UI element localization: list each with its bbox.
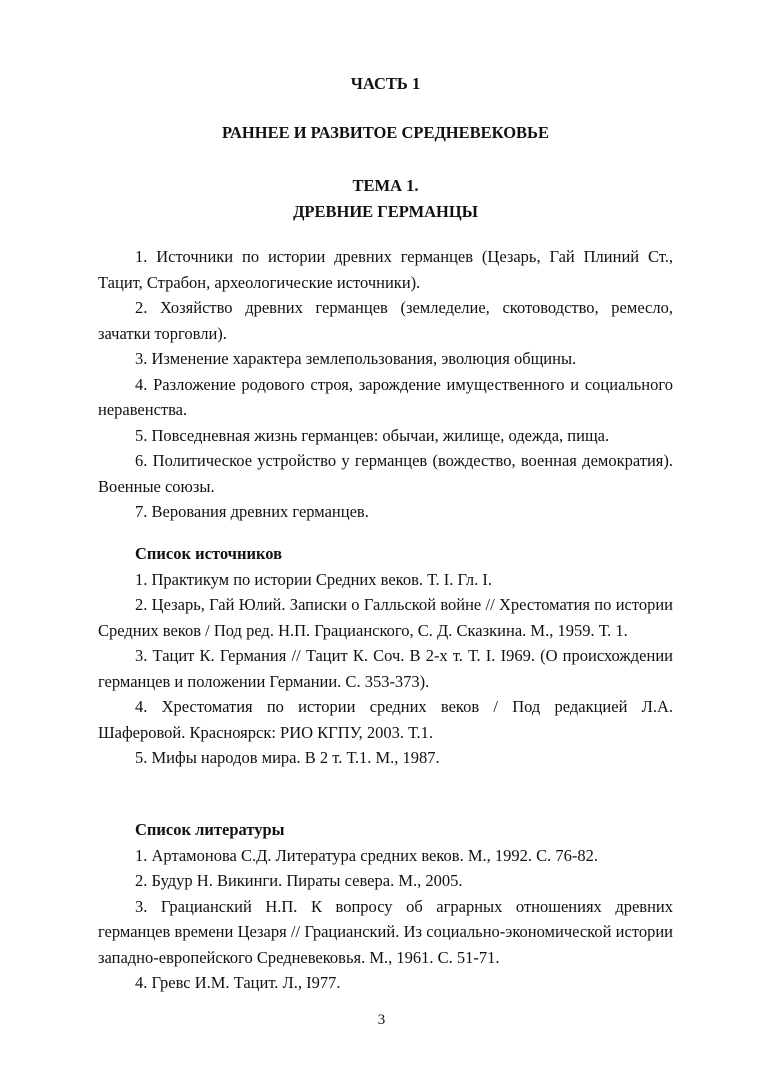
questions-list bbox=[98, 244, 673, 525]
question-item: 7. Верования древних германцев. bbox=[135, 502, 369, 521]
theme-heading bbox=[98, 173, 673, 225]
literature-item: 2. Будур Н. Викинги. Пираты севера. М., 2005. bbox=[135, 871, 463, 890]
source-item: 4. Хрестоматия по истории средних веков / Под редакцией Л.А. Шаферовой. Красноярск: РИО КГПУ, 2003. Т.1. bbox=[98, 697, 673, 742]
theme-title: ДРЕВНИЕ ГЕРМАНЦЫ bbox=[293, 202, 478, 221]
sources-list bbox=[98, 541, 673, 771]
source-item: 5. Мифы народов мира. В 2 т. Т.1. М., 1987. bbox=[135, 748, 440, 767]
question-item: 2. Хозяйство древних германцев (земледелие, скотоводство, ремесло, зачатки торговли). bbox=[98, 298, 673, 343]
theme-number: ТЕМА 1. bbox=[352, 176, 419, 195]
source-item: 3. Тацит К. Германия // Тацит К. Соч. В 2-х т. Т. I. I969. (О происхождении германцев и положении Германии. С. 353-373). bbox=[98, 646, 673, 691]
literature-item: 3. Грацианский Н.П. К вопросу об аграрных отношениях древних германцев времени Цезаря // Грацианский. Из социально-экономической истории западно-европейского Средневековья. М., 1961. С. 51-71. bbox=[98, 896, 673, 967]
literature-list bbox=[98, 817, 673, 996]
literature-item: 1. Артамонова С.Д. Литература средних веков. М., 1992. С. 76-82. bbox=[135, 845, 599, 865]
sources-title: Список источников bbox=[135, 544, 283, 563]
part-title: ЧАСТЬ 1 bbox=[350, 74, 421, 93]
page-number: 3 bbox=[377, 1012, 386, 1028]
section-title: РАННЕЕ И РАЗВИТОЕ СРЕДНЕВЕКОВЬЕ bbox=[222, 123, 549, 142]
question-item: 4. Разложение родового строя, зарождение имущественного и социального неравенства. bbox=[98, 374, 673, 419]
question-item: 3. Изменение характера землепользования, эволюция общины. bbox=[135, 349, 577, 368]
source-item: 1. Практикум по истории Средних веков. Т. I. Гл. I. bbox=[135, 569, 492, 589]
question-item: 6. Политическое устройство у германцев (вождество, военная демократия). Военные союзы. bbox=[98, 451, 673, 496]
literature-title: Список литературы bbox=[135, 820, 285, 839]
question-item: 5. Повседневная жизнь германцев: обычаи, жилище, одежда, пища. bbox=[135, 425, 610, 445]
literature-item: 4. Гревс И.М. Тацит. Л., I977. bbox=[135, 973, 341, 992]
question-item: 1. Источники по истории древних германцев (Цезарь, Гай Плиний Ст., Тацит, Страбон, археологические источники). bbox=[98, 247, 673, 292]
source-item: 2. Цезарь, Гай Юлий. Записки о Галльской войне // Хрестоматия по истории Средних веков / Под ред. Н.П. Грацианского, С. Д. Сказкина. М., 1959. Т. 1. bbox=[98, 595, 673, 640]
